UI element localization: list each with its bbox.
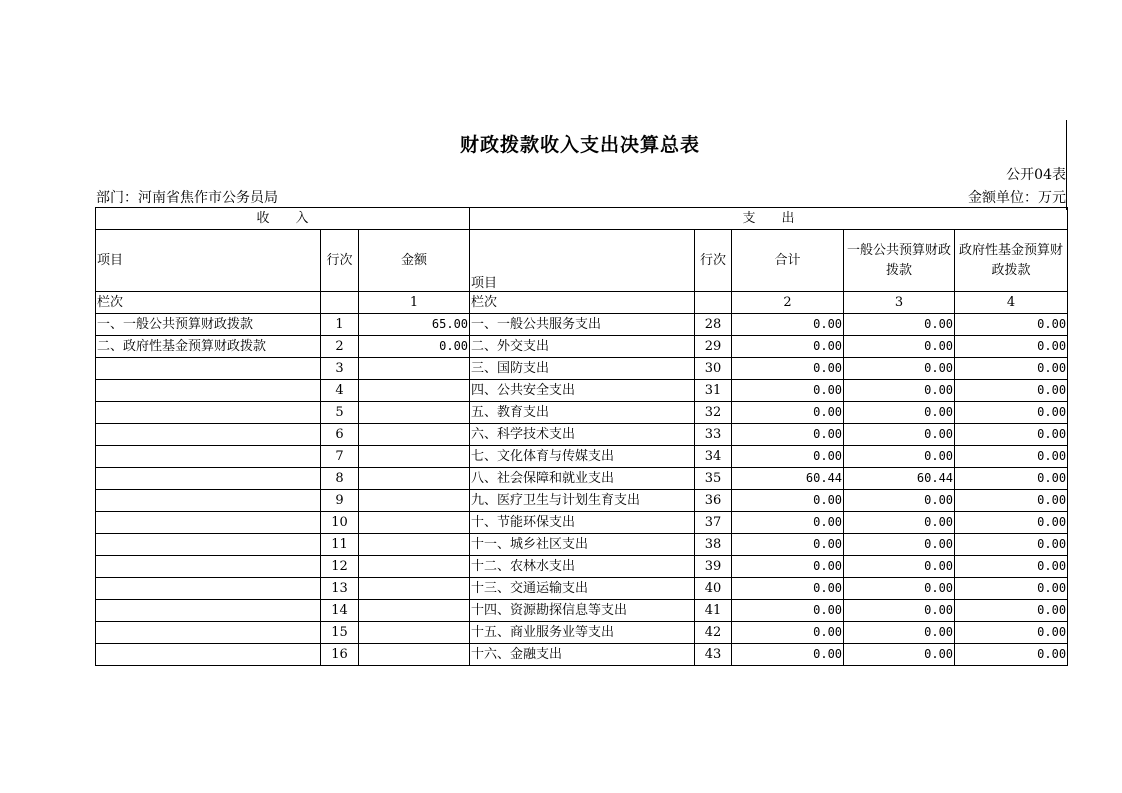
income-line-cell: 2 bbox=[321, 336, 359, 358]
index-gov-fund: 4 bbox=[955, 292, 1068, 314]
table-row bbox=[96, 490, 1068, 512]
income-item-cell bbox=[96, 380, 321, 402]
total-cell: 0.00 bbox=[732, 622, 844, 644]
total-cell: 0.00 bbox=[732, 534, 844, 556]
col-gov-fund: 政府性基金预算财政拨款 bbox=[955, 230, 1068, 292]
income-amount-cell bbox=[359, 446, 470, 468]
unit-label: 金额单位：万元 bbox=[968, 190, 1066, 206]
income-amount-cell bbox=[359, 424, 470, 446]
general-budget-cell: 0.00 bbox=[844, 512, 955, 534]
income-amount-cell bbox=[359, 556, 470, 578]
page-title: 财政拨款收入支出决算总表 bbox=[459, 134, 700, 156]
expense-item-cell: 八、社会保障和就业支出 bbox=[470, 468, 695, 490]
income-amount-cell bbox=[359, 490, 470, 512]
expense-item-cell: 六、科学技术支出 bbox=[470, 424, 695, 446]
expense-item-cell: 五、教育支出 bbox=[470, 402, 695, 424]
expense-line-cell: 32 bbox=[695, 402, 732, 424]
expense-line-cell: 36 bbox=[695, 490, 732, 512]
income-amount-cell bbox=[359, 534, 470, 556]
expense-item-cell: 十二、农林水支出 bbox=[470, 556, 695, 578]
table-row bbox=[96, 380, 1068, 402]
total-cell: 0.00 bbox=[732, 644, 844, 666]
gov-fund-cell: 0.00 bbox=[955, 314, 1068, 336]
gov-fund-cell: 0.00 bbox=[955, 424, 1068, 446]
expense-item-cell: 十一、城乡社区支出 bbox=[470, 534, 695, 556]
col-income-line: 行次 bbox=[321, 230, 359, 292]
general-budget-cell: 60.44 bbox=[844, 468, 955, 490]
income-group-header: 收 入 bbox=[96, 208, 470, 230]
table-row bbox=[96, 336, 1068, 358]
expense-line-cell: 38 bbox=[695, 534, 732, 556]
income-amount-cell bbox=[359, 512, 470, 534]
general-budget-cell: 0.00 bbox=[844, 402, 955, 424]
income-line-cell: 3 bbox=[321, 358, 359, 380]
general-budget-cell: 0.00 bbox=[844, 644, 955, 666]
total-cell: 0.00 bbox=[732, 556, 844, 578]
expense-item-cell: 一、一般公共服务支出 bbox=[470, 314, 695, 336]
income-line-cell: 5 bbox=[321, 402, 359, 424]
expense-line-cell: 29 bbox=[695, 336, 732, 358]
total-cell: 0.00 bbox=[732, 424, 844, 446]
expense-line-cell: 33 bbox=[695, 424, 732, 446]
expense-item-cell: 二、外交支出 bbox=[470, 336, 695, 358]
general-budget-cell: 0.00 bbox=[844, 622, 955, 644]
expense-item-cell: 七、文化体育与传媒支出 bbox=[470, 446, 695, 468]
expense-line-cell: 31 bbox=[695, 380, 732, 402]
gov-fund-cell: 0.00 bbox=[955, 512, 1068, 534]
income-item-cell bbox=[96, 644, 321, 666]
index-label-right: 栏次 bbox=[470, 292, 695, 314]
income-amount-cell: 65.00 bbox=[359, 314, 470, 336]
expense-line-cell: 30 bbox=[695, 358, 732, 380]
income-line-cell: 12 bbox=[321, 556, 359, 578]
income-amount-cell bbox=[359, 644, 470, 666]
general-budget-cell: 0.00 bbox=[844, 556, 955, 578]
income-line-cell: 1 bbox=[321, 314, 359, 336]
gov-fund-cell: 0.00 bbox=[955, 556, 1068, 578]
expense-item-cell: 三、国防支出 bbox=[470, 358, 695, 380]
general-budget-cell: 0.00 bbox=[844, 600, 955, 622]
expense-line-cell: 40 bbox=[695, 578, 732, 600]
income-item-cell bbox=[96, 534, 321, 556]
gov-fund-cell: 0.00 bbox=[955, 490, 1068, 512]
index-empty bbox=[695, 292, 732, 314]
gov-fund-cell: 0.00 bbox=[955, 380, 1068, 402]
gov-fund-cell: 0.00 bbox=[955, 358, 1068, 380]
general-budget-cell: 0.00 bbox=[844, 490, 955, 512]
income-item-cell bbox=[96, 512, 321, 534]
total-cell: 0.00 bbox=[732, 446, 844, 468]
income-line-cell: 16 bbox=[321, 644, 359, 666]
gov-fund-cell: 0.00 bbox=[955, 446, 1068, 468]
expense-line-cell: 42 bbox=[695, 622, 732, 644]
income-line-cell: 4 bbox=[321, 380, 359, 402]
table-row bbox=[96, 402, 1068, 424]
table-row bbox=[96, 468, 1068, 490]
expense-item-cell: 十五、商业服务业等支出 bbox=[470, 622, 695, 644]
index-income-amount: 1 bbox=[359, 292, 470, 314]
expense-item-cell: 九、医疗卫生与计划生育支出 bbox=[470, 490, 695, 512]
income-line-cell: 11 bbox=[321, 534, 359, 556]
col-income-item: 项目 bbox=[96, 230, 321, 292]
table-row bbox=[96, 358, 1068, 380]
income-amount-cell bbox=[359, 380, 470, 402]
income-amount-cell: 0.00 bbox=[359, 336, 470, 358]
col-total: 合计 bbox=[732, 230, 844, 292]
expense-line-cell: 35 bbox=[695, 468, 732, 490]
expense-line-cell: 28 bbox=[695, 314, 732, 336]
income-item-cell bbox=[96, 358, 321, 380]
income-line-cell: 7 bbox=[321, 446, 359, 468]
income-amount-cell bbox=[359, 358, 470, 380]
index-label-left: 栏次 bbox=[96, 292, 321, 314]
total-cell: 0.00 bbox=[732, 358, 844, 380]
col-expense-item: 项目 bbox=[470, 230, 695, 292]
table-row bbox=[96, 314, 1068, 336]
expense-item-cell: 四、公共安全支出 bbox=[470, 380, 695, 402]
income-amount-cell bbox=[359, 402, 470, 424]
index-general-budget: 3 bbox=[844, 292, 955, 314]
col-general-budget: 一般公共预算财政拨款 bbox=[844, 230, 955, 292]
total-cell: 0.00 bbox=[732, 490, 844, 512]
expense-line-cell: 43 bbox=[695, 644, 732, 666]
general-budget-cell: 0.00 bbox=[844, 314, 955, 336]
department-label: 部门：河南省焦作市公务员局 bbox=[96, 190, 278, 206]
budget-table bbox=[95, 207, 1068, 666]
total-cell: 0.00 bbox=[732, 336, 844, 358]
general-budget-cell: 0.00 bbox=[844, 380, 955, 402]
gov-fund-cell: 0.00 bbox=[955, 644, 1068, 666]
col-expense-line: 行次 bbox=[695, 230, 732, 292]
income-line-cell: 14 bbox=[321, 600, 359, 622]
expense-item-cell: 十三、交通运输支出 bbox=[470, 578, 695, 600]
income-item-cell bbox=[96, 402, 321, 424]
income-item-cell bbox=[96, 600, 321, 622]
table-row bbox=[96, 578, 1068, 600]
gov-fund-cell: 0.00 bbox=[955, 534, 1068, 556]
table-row bbox=[96, 512, 1068, 534]
group-header-row bbox=[96, 208, 1068, 230]
income-line-cell: 8 bbox=[321, 468, 359, 490]
general-budget-cell: 0.00 bbox=[844, 358, 955, 380]
col-income-amount: 金额 bbox=[359, 230, 470, 292]
gov-fund-cell: 0.00 bbox=[955, 468, 1068, 490]
table-row bbox=[96, 556, 1068, 578]
income-item-cell bbox=[96, 468, 321, 490]
table-row bbox=[96, 644, 1068, 666]
income-line-cell: 13 bbox=[321, 578, 359, 600]
index-total: 2 bbox=[732, 292, 844, 314]
gov-fund-cell: 0.00 bbox=[955, 402, 1068, 424]
total-cell: 60.44 bbox=[732, 468, 844, 490]
income-line-cell: 9 bbox=[321, 490, 359, 512]
column-index-row bbox=[96, 292, 1068, 314]
expense-line-cell: 34 bbox=[695, 446, 732, 468]
income-amount-cell bbox=[359, 468, 470, 490]
income-item-cell bbox=[96, 556, 321, 578]
column-header-row bbox=[96, 230, 1068, 292]
expense-line-cell: 37 bbox=[695, 512, 732, 534]
income-item-cell: 一、一般公共预算财政拨款 bbox=[96, 314, 321, 336]
income-item-cell bbox=[96, 446, 321, 468]
general-budget-cell: 0.00 bbox=[844, 578, 955, 600]
income-item-cell bbox=[96, 578, 321, 600]
income-item-cell: 二、政府性基金预算财政拨款 bbox=[96, 336, 321, 358]
general-budget-cell: 0.00 bbox=[844, 424, 955, 446]
total-cell: 0.00 bbox=[732, 600, 844, 622]
expense-item-cell: 十六、金融支出 bbox=[470, 644, 695, 666]
income-amount-cell bbox=[359, 578, 470, 600]
general-budget-cell: 0.00 bbox=[844, 336, 955, 358]
income-item-cell bbox=[96, 424, 321, 446]
expense-group-header: 支 出 bbox=[470, 208, 1068, 230]
gov-fund-cell: 0.00 bbox=[955, 600, 1068, 622]
table-row bbox=[96, 446, 1068, 468]
total-cell: 0.00 bbox=[732, 314, 844, 336]
income-amount-cell bbox=[359, 600, 470, 622]
expense-item-cell: 十、节能环保支出 bbox=[470, 512, 695, 534]
total-cell: 0.00 bbox=[732, 380, 844, 402]
index-empty bbox=[321, 292, 359, 314]
general-budget-cell: 0.00 bbox=[844, 446, 955, 468]
table-row bbox=[96, 622, 1068, 644]
form-number: 公开04表 bbox=[1006, 167, 1066, 183]
expense-item-cell: 十四、资源勘探信息等支出 bbox=[470, 600, 695, 622]
total-cell: 0.00 bbox=[732, 402, 844, 424]
general-budget-cell: 0.00 bbox=[844, 534, 955, 556]
total-cell: 0.00 bbox=[732, 578, 844, 600]
table-row bbox=[96, 424, 1068, 446]
gov-fund-cell: 0.00 bbox=[955, 578, 1068, 600]
income-amount-cell bbox=[359, 622, 470, 644]
gov-fund-cell: 0.00 bbox=[955, 622, 1068, 644]
total-cell: 0.00 bbox=[732, 512, 844, 534]
table-row bbox=[96, 534, 1068, 556]
income-item-cell bbox=[96, 622, 321, 644]
income-item-cell bbox=[96, 490, 321, 512]
gov-fund-cell: 0.00 bbox=[955, 336, 1068, 358]
income-line-cell: 6 bbox=[321, 424, 359, 446]
table-row bbox=[96, 600, 1068, 622]
expense-line-cell: 39 bbox=[695, 556, 732, 578]
expense-line-cell: 41 bbox=[695, 600, 732, 622]
income-line-cell: 10 bbox=[321, 512, 359, 534]
income-line-cell: 15 bbox=[321, 622, 359, 644]
